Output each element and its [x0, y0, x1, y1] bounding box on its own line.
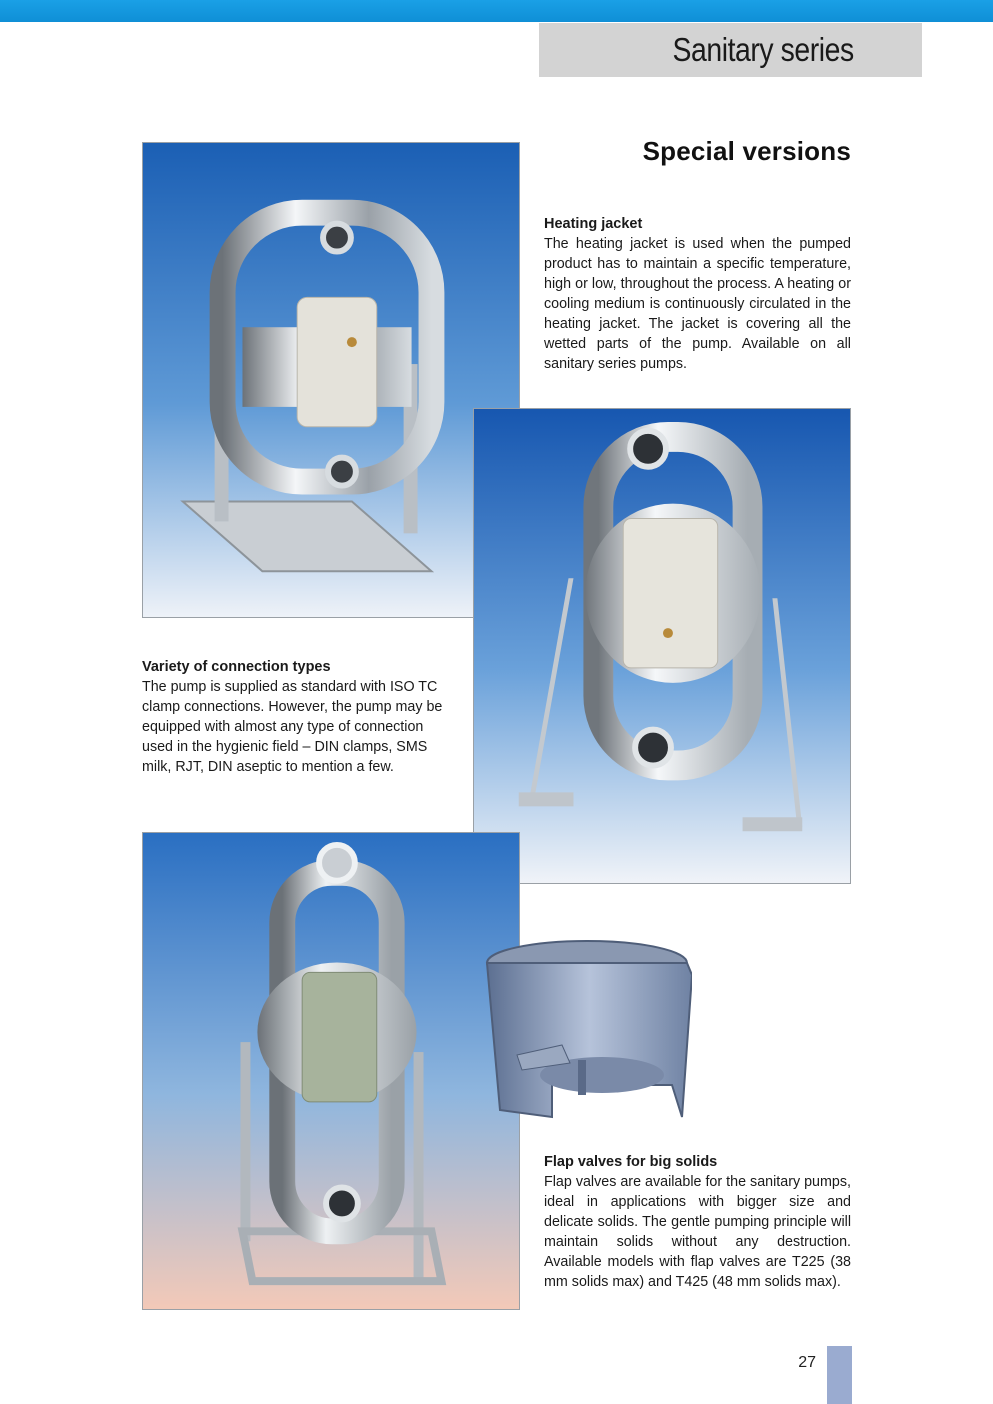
page-title: Special versions [642, 136, 851, 166]
page-corner-tab [827, 1346, 852, 1404]
heating-jacket-pump-photo [142, 142, 520, 618]
connection-types-section [142, 657, 452, 777]
top-accent-bar [0, 0, 993, 22]
flap-valve-cutaway-illustration [482, 935, 692, 1125]
flap-valves-section [544, 1152, 851, 1292]
connection-types-body: The pump is supplied as standard with ISO TC clamp connections. However, the pump may be equipped with almost any type of connection used in the hygienic field – DIN clamps, SMS milk, RJT, DIN aseptic to mention a few. [142, 679, 443, 775]
flap-valves-heading: Flap valves for big solids [544, 1154, 718, 1170]
series-label: Sanitary series [672, 31, 854, 68]
connection-types-pump-photo [473, 408, 851, 884]
flap-valve-pump-photo [142, 832, 520, 1310]
series-tab [539, 23, 922, 77]
flap-valves-body: Flap valves are available for the sanitary pumps, ideal in applications with bigger size and delicate solids. The gentle pumping principle will maintain solids without any destruction. Available models with flap valves are T225 (38 mm solids max) and T425 (48 mm solids max). [544, 1174, 851, 1290]
heating-jacket-section [544, 214, 851, 374]
heating-jacket-body: The heating jacket is used when the pumped product has to maintain a specific temperature, high or low, throughout the process. A heating or cooling medium is continuously circulated in the heating jacket. The jacket is covering all the wetted parts of the pump. Available on all sanitary series pumps. [544, 236, 851, 372]
page-number: 27 [798, 1354, 816, 1371]
connection-types-heading: Variety of connection types [142, 659, 331, 675]
heating-jacket-heading: Heating jacket [544, 216, 643, 232]
